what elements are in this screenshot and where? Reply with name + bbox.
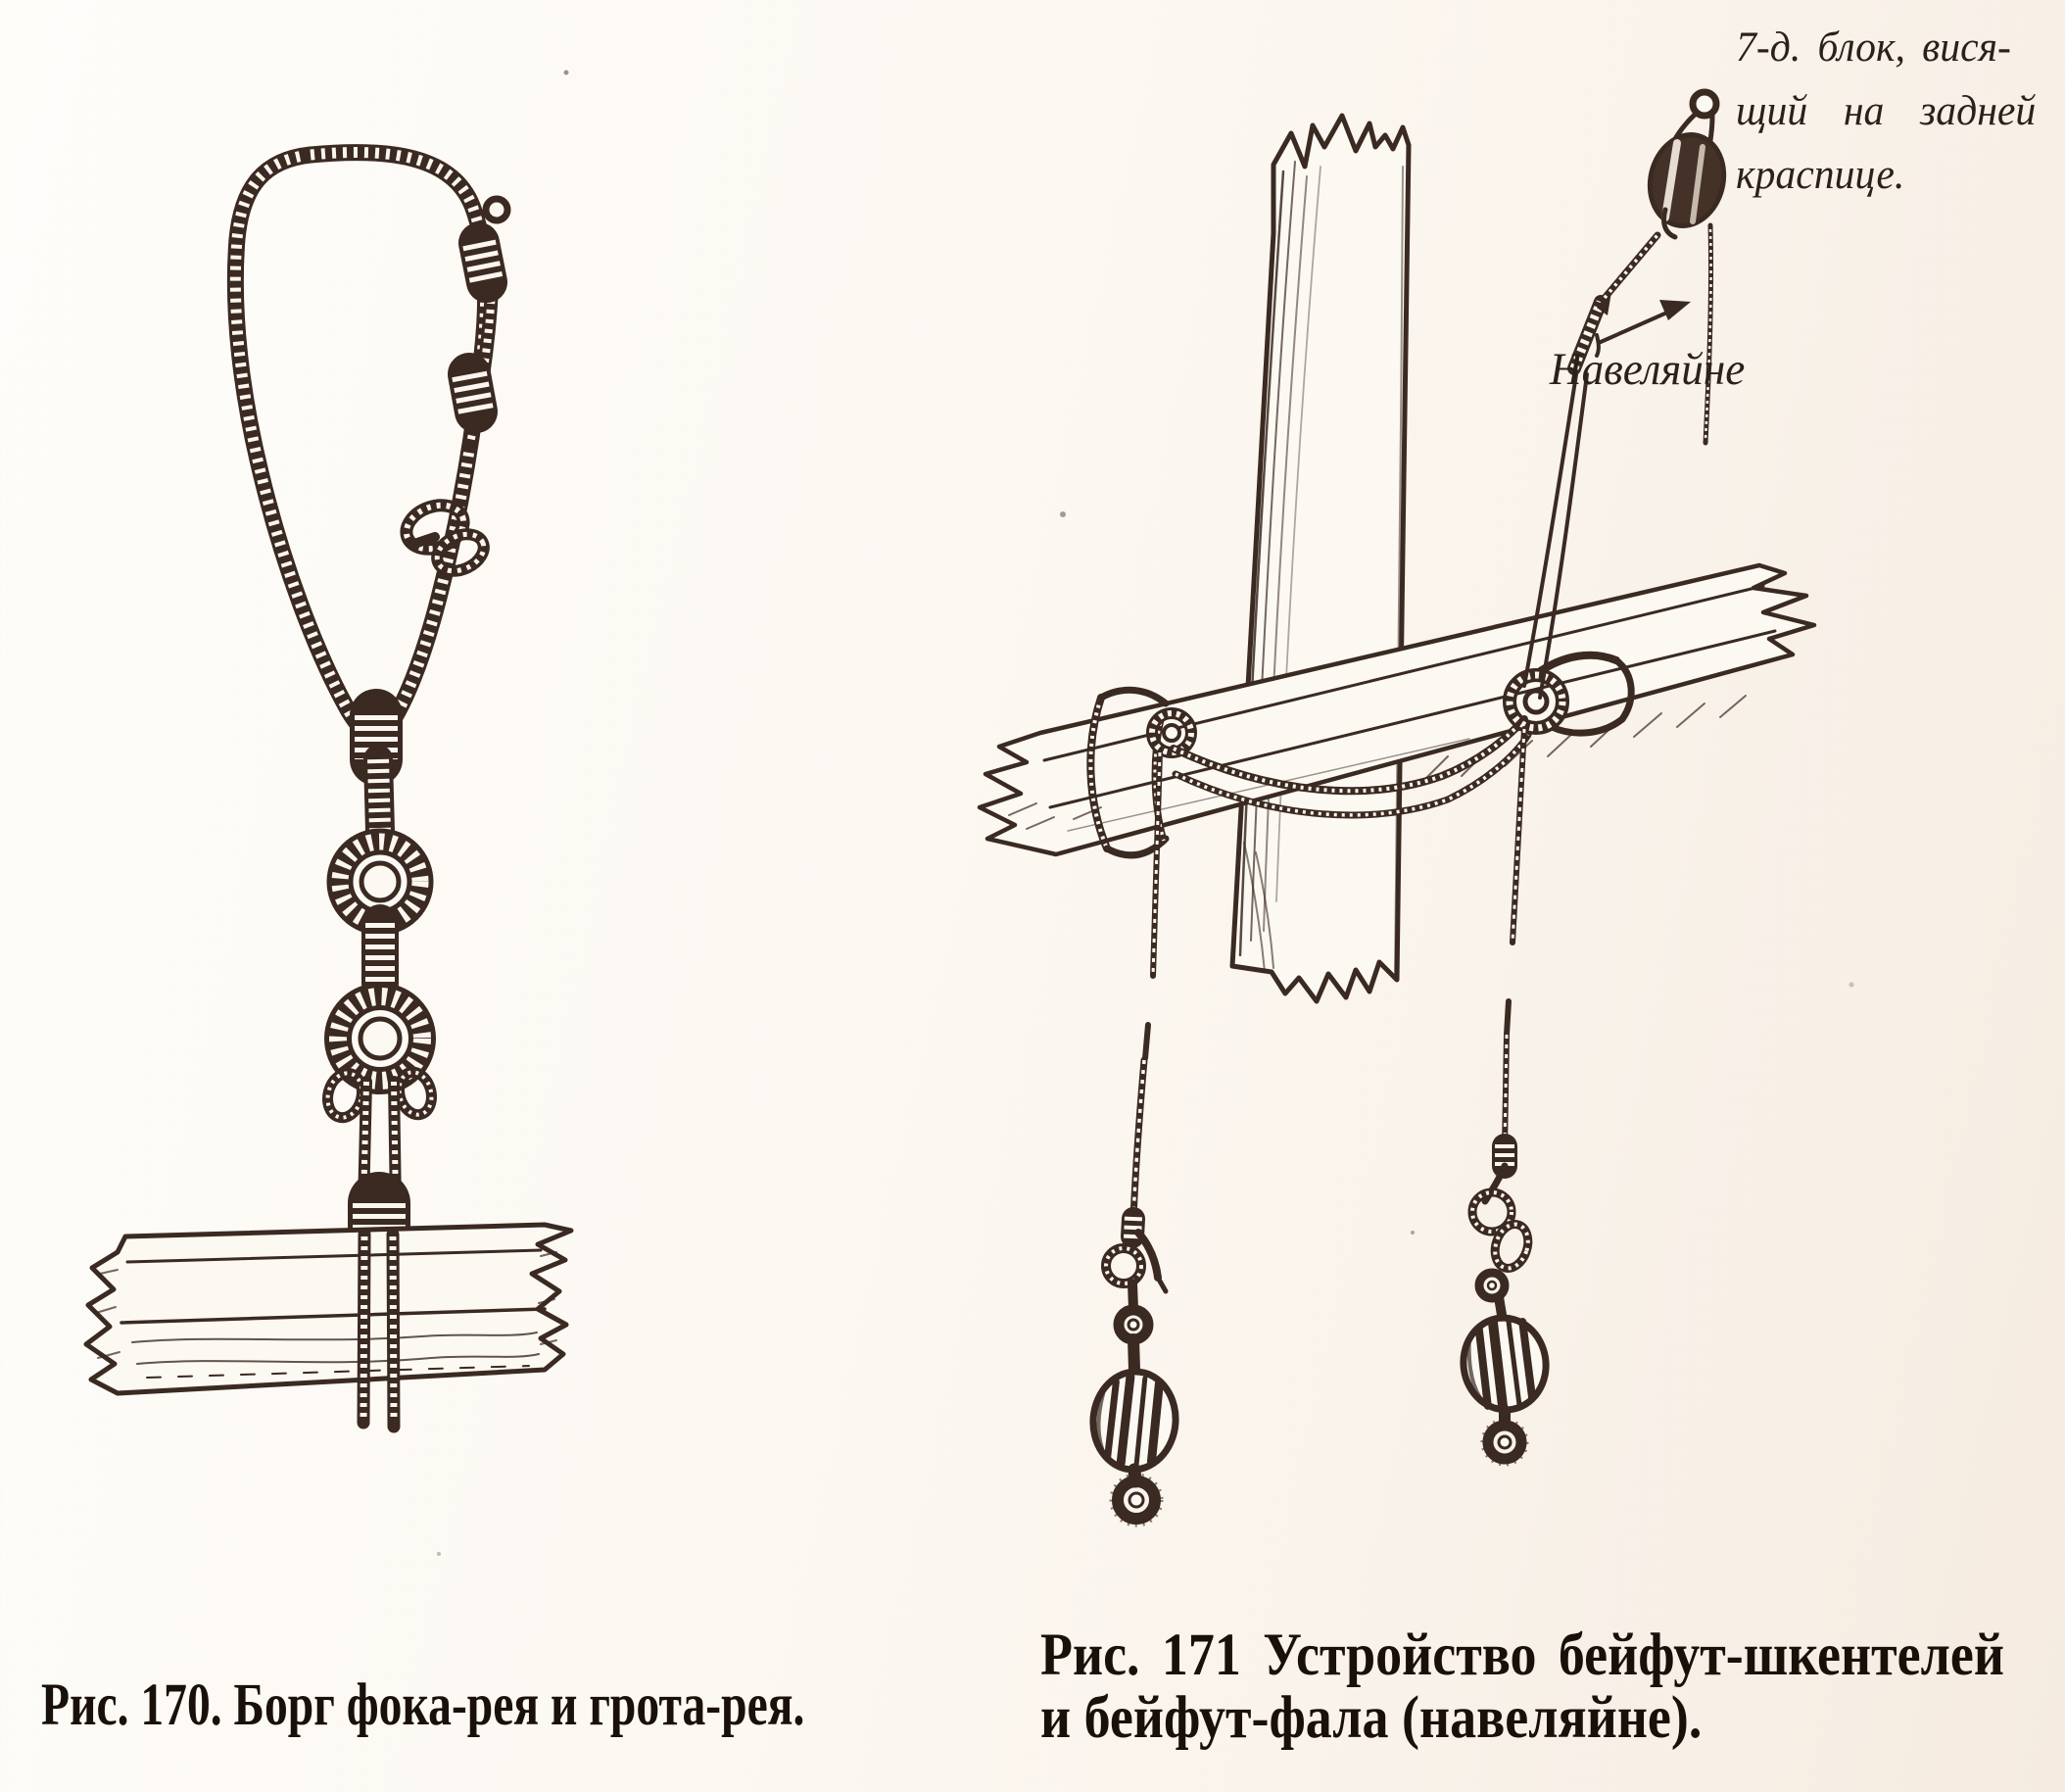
loop-knot (401, 498, 490, 578)
figure-171-drawing (980, 92, 1814, 1526)
toggle-eye (486, 199, 507, 220)
annotation-line-1: 7-д. блок, вися- (1736, 24, 2011, 71)
fore-yard (86, 1225, 571, 1393)
borg-loop (235, 153, 507, 735)
strop-throat (376, 715, 380, 831)
figure-171-caption-line-2: и бейфут-фала (навеляйне). (1040, 1685, 1703, 1751)
mast (1232, 116, 1409, 1001)
naveline-label: Навеляйне (1550, 344, 1746, 395)
left-pendant-block (1089, 1060, 1179, 1526)
seizing-band-1 (479, 243, 487, 282)
figure-170-caption: Рис. 170. Борг фока-рея и грота-рея. (41, 1672, 805, 1738)
seizing-band-2 (469, 374, 476, 412)
figure-171-caption-line-1: Рис. 171 Устройство бейфут-шкентелей (1040, 1622, 2004, 1688)
strop-legs (363, 1082, 396, 1235)
thimble-eye-lower (323, 996, 437, 1122)
annotation-line-3: краспице. (1736, 152, 1905, 198)
annotation-line-2: щий на задней (1736, 88, 2037, 134)
figure-171-caption (1040, 1624, 2065, 1750)
right-pendant-block (1458, 1035, 1552, 1465)
annotation-block (1736, 16, 2045, 207)
block-shell (1641, 126, 1734, 233)
figure-170-drawing (86, 153, 571, 1427)
